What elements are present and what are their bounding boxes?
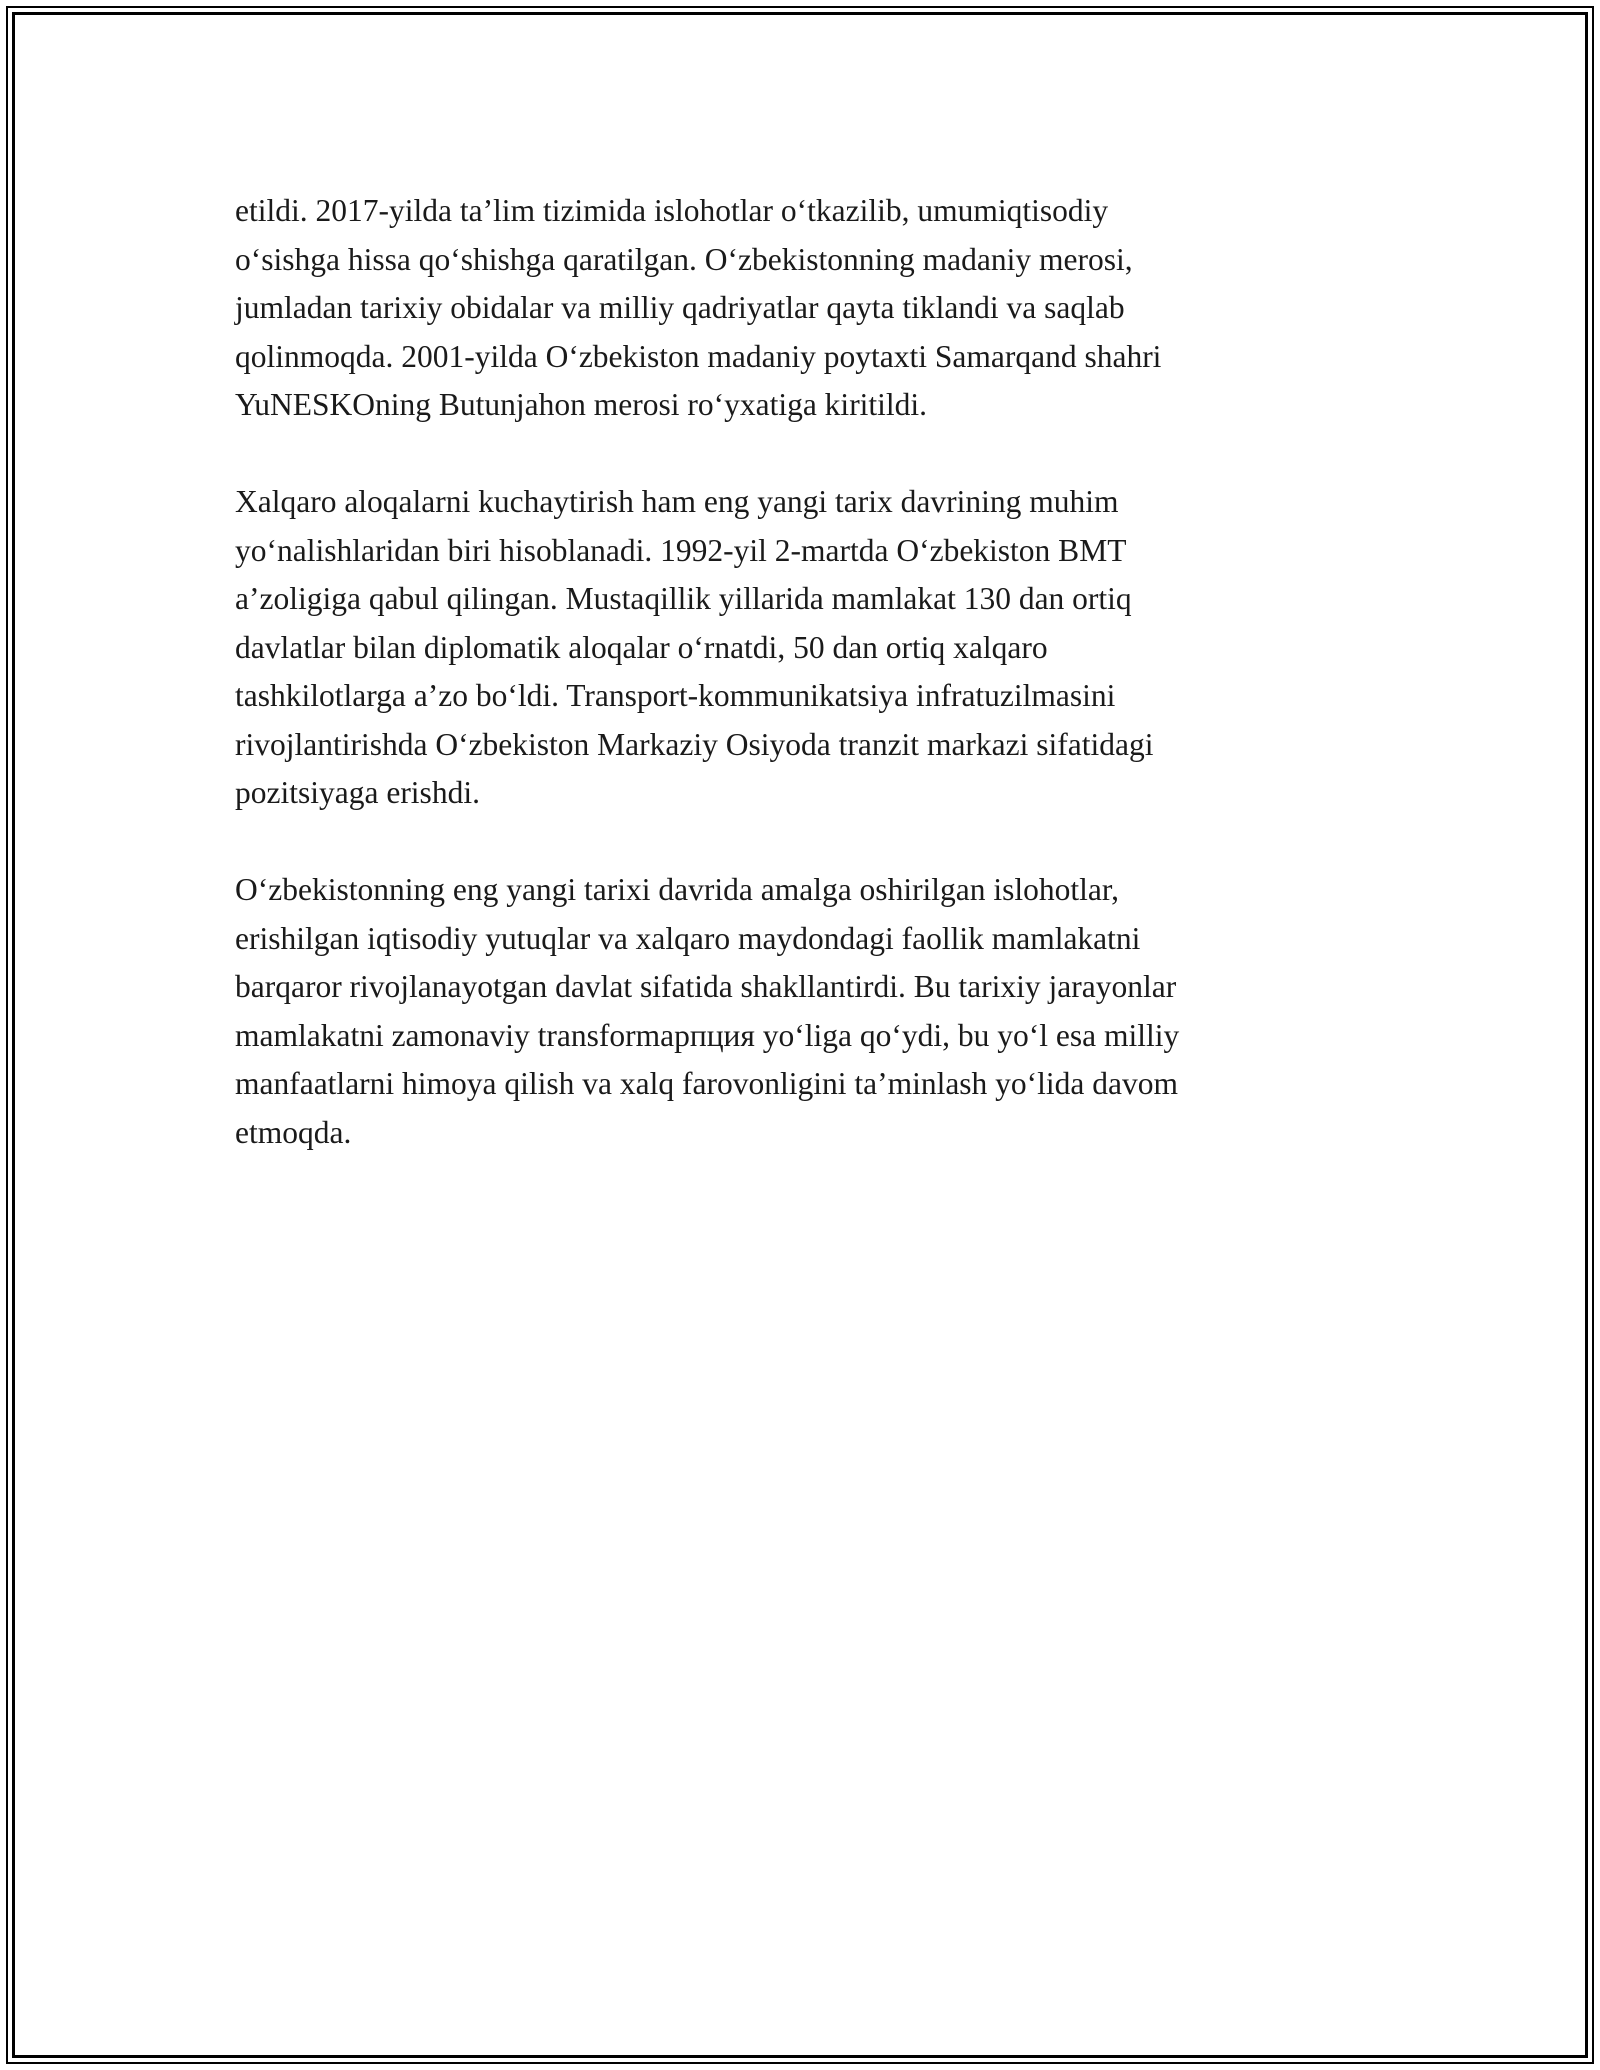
document-body xyxy=(235,187,1345,1206)
paragraph-culture-heritage: etildi. 2017-yilda ta’lim tizimida islohotlar o‘tkazilib, umumiqtisodiy o‘sishga hissa qo‘shishga qaratilgan. O‘zbekistonning madaniy merosi, jumladan tarixiy obidalar va milliy qadriyatlar qayta tiklandi va saqlab qolinmoqda. 2001-yilda O‘zbekiston madaniy poytaxti Samarqand shahri YuNESKOning Butunjahon merosi ro‘yxatiga kiritildi. xyxy=(235,193,1162,422)
paragraph-international-relations: Xalqaro aloqalarni kuchaytirish ham eng yangi tarix davrining muhim yo‘nalishlaridan biri hisoblanadi. 1992-yil 2-martda O‘zbekiston BMT a’zoligiga qabul qilingan. Mustaqillik yillarida mamlakat 130 dan ortiq davlatlar bilan diplomatik aloqalar o‘rnatdi, 50 dan ortiq xalqaro tashkilotlarga a’zo bo‘ldi. Transport-kommunikatsiya infratuzilmasini rivojlantirishda O‘zbekiston Markaziy Osiyoda tranzit markazi sifatidagi pozitsiyaga erishdi. xyxy=(235,484,1154,810)
paragraph-conclusion: O‘zbekistonning eng yangi tarixi davrida amalga oshirilgan islohotlar, erishilgan iqtisodiy yutuqlar va xalqaro maydondagi faollik mamlakatni barqaror rivojlanayotgan davlat sifatida shakllantirdi. Bu tarixiy jarayonlar mamlakatni zamonaviy transformaрпция yo‘liga qo‘ydi, bu yo‘l esa milliy manfaatlarni himoya qilish va xalq farovonligini ta’minlash yo‘lida davom etmoqda. xyxy=(235,872,1180,1150)
